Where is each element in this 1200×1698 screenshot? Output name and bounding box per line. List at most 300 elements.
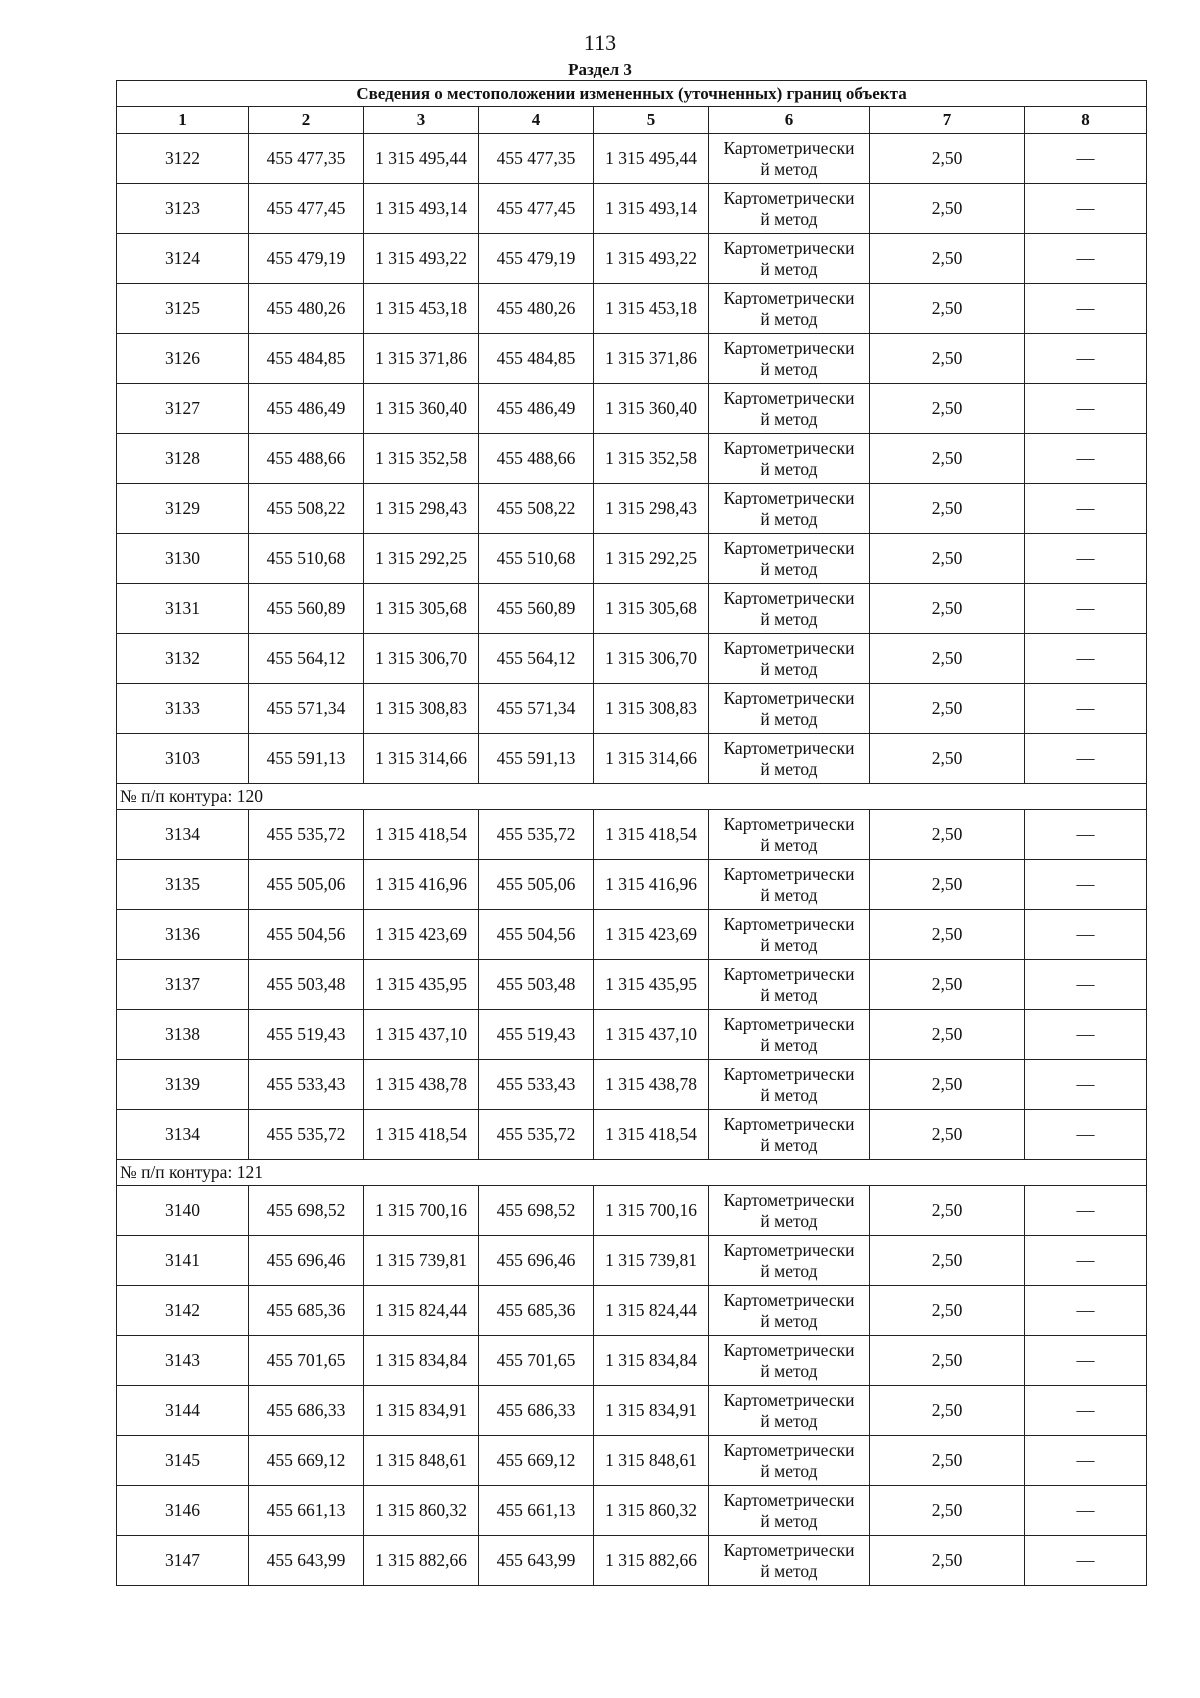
method-text-line-2: й метод bbox=[760, 1510, 818, 1531]
x-new-cell: 455 701,65 bbox=[479, 1336, 594, 1386]
point-number-cell: 3144 bbox=[117, 1386, 249, 1436]
method-text-line-2: й метод bbox=[760, 658, 818, 679]
y-existing-cell: 1 315 495,44 bbox=[364, 134, 479, 184]
description-cell: — bbox=[1025, 234, 1147, 284]
table-row bbox=[117, 634, 1147, 684]
column-number: 8 bbox=[1025, 107, 1147, 134]
y-existing-cell: 1 315 418,54 bbox=[364, 810, 479, 860]
point-number-cell: 3124 bbox=[117, 234, 249, 284]
y-new-cell: 1 315 493,14 bbox=[594, 184, 709, 234]
point-number-cell: 3130 bbox=[117, 534, 249, 584]
description-cell: — bbox=[1025, 734, 1147, 784]
contour-label: № п/п контура: 121 bbox=[117, 1160, 1147, 1186]
description-cell: — bbox=[1025, 1336, 1147, 1386]
method-cell bbox=[709, 134, 870, 184]
method-cell bbox=[709, 910, 870, 960]
x-new-cell: 455 591,13 bbox=[479, 734, 594, 784]
y-existing-cell: 1 315 860,32 bbox=[364, 1486, 479, 1536]
y-existing-cell: 1 315 423,69 bbox=[364, 910, 479, 960]
method-cell bbox=[709, 434, 870, 484]
method-text-line-2: й метод bbox=[760, 1260, 818, 1281]
method-text-line-2: й метод bbox=[760, 158, 818, 179]
accuracy-cell: 2,50 bbox=[870, 1236, 1025, 1286]
table-row bbox=[117, 184, 1147, 234]
section-title: Раздел 3 bbox=[568, 60, 632, 79]
point-number-cell: 3127 bbox=[117, 384, 249, 434]
accuracy-cell: 2,50 bbox=[870, 684, 1025, 734]
method-text-line-1: Картометрически bbox=[723, 337, 855, 358]
method-text-line-2: й метод bbox=[760, 208, 818, 229]
table-row bbox=[117, 1336, 1147, 1386]
method-cell bbox=[709, 634, 870, 684]
y-new-cell: 1 315 834,84 bbox=[594, 1336, 709, 1386]
y-existing-cell: 1 315 882,66 bbox=[364, 1536, 479, 1586]
description-cell: — bbox=[1025, 434, 1147, 484]
method-text-line-1: Картометрически bbox=[723, 1489, 855, 1510]
accuracy-cell: 2,50 bbox=[870, 1110, 1025, 1160]
column-number: 1 bbox=[117, 107, 249, 134]
x-new-cell: 455 661,13 bbox=[479, 1486, 594, 1536]
point-number-cell: 3125 bbox=[117, 284, 249, 334]
accuracy-cell: 2,50 bbox=[870, 534, 1025, 584]
x-existing-cell: 455 508,22 bbox=[249, 484, 364, 534]
description-cell: — bbox=[1025, 334, 1147, 384]
x-existing-cell: 455 535,72 bbox=[249, 810, 364, 860]
point-number-cell: 3126 bbox=[117, 334, 249, 384]
table-row bbox=[117, 684, 1147, 734]
x-existing-cell: 455 701,65 bbox=[249, 1336, 364, 1386]
x-existing-cell: 455 503,48 bbox=[249, 960, 364, 1010]
y-new-cell: 1 315 416,96 bbox=[594, 860, 709, 910]
x-new-cell: 455 477,35 bbox=[479, 134, 594, 184]
table-row bbox=[117, 734, 1147, 784]
point-number-cell: 3123 bbox=[117, 184, 249, 234]
point-number-cell: 3131 bbox=[117, 584, 249, 634]
table-row bbox=[117, 384, 1147, 434]
accuracy-cell: 2,50 bbox=[870, 1486, 1025, 1536]
method-text-line-1: Картометрически bbox=[723, 387, 855, 408]
contour-label: № п/п контура: 120 bbox=[117, 784, 1147, 810]
accuracy-cell: 2,50 bbox=[870, 1010, 1025, 1060]
description-cell: — bbox=[1025, 1486, 1147, 1536]
column-number-row bbox=[117, 107, 1147, 134]
table-row bbox=[117, 1236, 1147, 1286]
method-text-line-1: Картометрически bbox=[723, 687, 855, 708]
table-body bbox=[117, 134, 1147, 1586]
description-cell: — bbox=[1025, 284, 1147, 334]
method-text-line-2: й метод bbox=[760, 1360, 818, 1381]
method-text-line-1: Картометрически bbox=[723, 963, 855, 984]
accuracy-cell: 2,50 bbox=[870, 1286, 1025, 1336]
accuracy-cell: 2,50 bbox=[870, 234, 1025, 284]
y-existing-cell: 1 315 453,18 bbox=[364, 284, 479, 334]
y-new-cell: 1 315 292,25 bbox=[594, 534, 709, 584]
accuracy-cell: 2,50 bbox=[870, 1536, 1025, 1586]
x-new-cell: 455 504,56 bbox=[479, 910, 594, 960]
accuracy-cell: 2,50 bbox=[870, 334, 1025, 384]
x-existing-cell: 455 571,34 bbox=[249, 684, 364, 734]
table-row bbox=[117, 1060, 1147, 1110]
y-new-cell: 1 315 882,66 bbox=[594, 1536, 709, 1586]
y-existing-cell: 1 315 834,84 bbox=[364, 1336, 479, 1386]
method-text-line-1: Картометрически bbox=[723, 1439, 855, 1460]
method-cell bbox=[709, 484, 870, 534]
table-caption: Сведения о местоположении измененных (уточненных) границ объекта bbox=[117, 81, 1147, 107]
description-cell: — bbox=[1025, 684, 1147, 734]
table-row bbox=[117, 1286, 1147, 1336]
coordinates-table bbox=[116, 80, 1147, 1586]
y-new-cell: 1 315 352,58 bbox=[594, 434, 709, 484]
method-text-line-1: Картометрически bbox=[723, 487, 855, 508]
y-new-cell: 1 315 437,10 bbox=[594, 1010, 709, 1060]
x-new-cell: 455 505,06 bbox=[479, 860, 594, 910]
method-cell bbox=[709, 384, 870, 434]
x-existing-cell: 455 479,19 bbox=[249, 234, 364, 284]
method-cell bbox=[709, 734, 870, 784]
x-new-cell: 455 685,36 bbox=[479, 1286, 594, 1336]
y-existing-cell: 1 315 824,44 bbox=[364, 1286, 479, 1336]
y-existing-cell: 1 315 700,16 bbox=[364, 1186, 479, 1236]
method-text-line-1: Картометрически bbox=[723, 287, 855, 308]
method-text-line-2: й метод bbox=[760, 1210, 818, 1231]
x-new-cell: 455 510,68 bbox=[479, 534, 594, 584]
y-existing-cell: 1 315 438,78 bbox=[364, 1060, 479, 1110]
y-existing-cell: 1 315 306,70 bbox=[364, 634, 479, 684]
table-row bbox=[117, 910, 1147, 960]
y-existing-cell: 1 315 305,68 bbox=[364, 584, 479, 634]
table-row bbox=[117, 1010, 1147, 1060]
method-text-line-1: Картометрически bbox=[723, 813, 855, 834]
point-number-cell: 3146 bbox=[117, 1486, 249, 1536]
method-text-line-2: й метод bbox=[760, 1084, 818, 1105]
accuracy-cell: 2,50 bbox=[870, 434, 1025, 484]
accuracy-cell: 2,50 bbox=[870, 910, 1025, 960]
description-cell: — bbox=[1025, 1536, 1147, 1586]
x-new-cell: 455 486,49 bbox=[479, 384, 594, 434]
table-row bbox=[117, 234, 1147, 284]
contour-row bbox=[117, 1160, 1147, 1186]
y-new-cell: 1 315 824,44 bbox=[594, 1286, 709, 1336]
point-number-cell: 3122 bbox=[117, 134, 249, 184]
y-new-cell: 1 315 418,54 bbox=[594, 1110, 709, 1160]
table-row bbox=[117, 584, 1147, 634]
method-text-line-2: й метод bbox=[760, 1310, 818, 1331]
method-text-line-2: й метод bbox=[760, 558, 818, 579]
description-cell: — bbox=[1025, 1386, 1147, 1436]
method-cell bbox=[709, 234, 870, 284]
description-cell: — bbox=[1025, 910, 1147, 960]
table-row bbox=[117, 484, 1147, 534]
method-text-line-1: Картометрически bbox=[723, 1339, 855, 1360]
page-number: 113 bbox=[583, 30, 617, 55]
y-existing-cell: 1 315 435,95 bbox=[364, 960, 479, 1010]
point-number-cell: 3129 bbox=[117, 484, 249, 534]
method-text-line-1: Картометрически bbox=[723, 1389, 855, 1410]
method-text-line-1: Картометрически bbox=[723, 1539, 855, 1560]
y-new-cell: 1 315 739,81 bbox=[594, 1236, 709, 1286]
method-cell bbox=[709, 1286, 870, 1336]
method-text-line-1: Картометрически bbox=[723, 137, 855, 158]
description-cell: — bbox=[1025, 384, 1147, 434]
x-existing-cell: 455 504,56 bbox=[249, 910, 364, 960]
method-text-line-1: Картометрически bbox=[723, 1289, 855, 1310]
description-cell: — bbox=[1025, 1286, 1147, 1336]
method-text-line-2: й метод bbox=[760, 1134, 818, 1155]
y-existing-cell: 1 315 292,25 bbox=[364, 534, 479, 584]
table-row bbox=[117, 1186, 1147, 1236]
y-new-cell: 1 315 371,86 bbox=[594, 334, 709, 384]
method-text-line-1: Картометрически bbox=[723, 1189, 855, 1210]
y-existing-cell: 1 315 352,58 bbox=[364, 434, 479, 484]
column-number: 3 bbox=[364, 107, 479, 134]
x-new-cell: 455 698,52 bbox=[479, 1186, 594, 1236]
x-existing-cell: 455 533,43 bbox=[249, 1060, 364, 1110]
description-cell: — bbox=[1025, 860, 1147, 910]
table-row bbox=[117, 960, 1147, 1010]
method-text-line-2: й метод bbox=[760, 508, 818, 529]
point-number-cell: 3135 bbox=[117, 860, 249, 910]
y-existing-cell: 1 315 308,83 bbox=[364, 684, 479, 734]
y-existing-cell: 1 315 418,54 bbox=[364, 1110, 479, 1160]
y-new-cell: 1 315 495,44 bbox=[594, 134, 709, 184]
point-number-cell: 3133 bbox=[117, 684, 249, 734]
y-new-cell: 1 315 438,78 bbox=[594, 1060, 709, 1110]
y-new-cell: 1 315 423,69 bbox=[594, 910, 709, 960]
table-row bbox=[117, 810, 1147, 860]
x-existing-cell: 455 686,33 bbox=[249, 1386, 364, 1436]
method-text-line-1: Картометрически bbox=[723, 587, 855, 608]
method-cell bbox=[709, 1186, 870, 1236]
method-cell bbox=[709, 1010, 870, 1060]
y-existing-cell: 1 315 314,66 bbox=[364, 734, 479, 784]
y-existing-cell: 1 315 437,10 bbox=[364, 1010, 479, 1060]
accuracy-cell: 2,50 bbox=[870, 960, 1025, 1010]
method-text-line-1: Картометрически bbox=[723, 913, 855, 934]
y-new-cell: 1 315 700,16 bbox=[594, 1186, 709, 1236]
description-cell: — bbox=[1025, 534, 1147, 584]
x-existing-cell: 455 564,12 bbox=[249, 634, 364, 684]
accuracy-cell: 2,50 bbox=[870, 734, 1025, 784]
x-existing-cell: 455 480,26 bbox=[249, 284, 364, 334]
method-text-line-2: й метод bbox=[760, 258, 818, 279]
point-number-cell: 3143 bbox=[117, 1336, 249, 1386]
description-cell: — bbox=[1025, 134, 1147, 184]
description-cell: — bbox=[1025, 810, 1147, 860]
description-cell: — bbox=[1025, 184, 1147, 234]
column-number: 7 bbox=[870, 107, 1025, 134]
method-text-line-1: Картометрически bbox=[723, 1063, 855, 1084]
x-existing-cell: 455 519,43 bbox=[249, 1010, 364, 1060]
method-text-line-2: й метод bbox=[760, 934, 818, 955]
method-text-line-1: Картометрически bbox=[723, 537, 855, 558]
method-cell bbox=[709, 960, 870, 1010]
method-text-line-2: й метод bbox=[760, 308, 818, 329]
x-new-cell: 455 533,43 bbox=[479, 1060, 594, 1110]
description-cell: — bbox=[1025, 960, 1147, 1010]
y-new-cell: 1 315 314,66 bbox=[594, 734, 709, 784]
method-text-line-2: й метод bbox=[760, 1460, 818, 1481]
x-new-cell: 455 564,12 bbox=[479, 634, 594, 684]
accuracy-cell: 2,50 bbox=[870, 1336, 1025, 1386]
method-text-line-1: Картометрически bbox=[723, 187, 855, 208]
description-cell: — bbox=[1025, 1060, 1147, 1110]
y-new-cell: 1 315 453,18 bbox=[594, 284, 709, 334]
method-text-line-1: Картометрически bbox=[723, 1013, 855, 1034]
x-new-cell: 455 535,72 bbox=[479, 810, 594, 860]
x-new-cell: 455 508,22 bbox=[479, 484, 594, 534]
y-new-cell: 1 315 305,68 bbox=[594, 584, 709, 634]
method-text-line-1: Картометрически bbox=[723, 437, 855, 458]
x-existing-cell: 455 643,99 bbox=[249, 1536, 364, 1586]
point-number-cell: 3134 bbox=[117, 1110, 249, 1160]
accuracy-cell: 2,50 bbox=[870, 134, 1025, 184]
accuracy-cell: 2,50 bbox=[870, 584, 1025, 634]
accuracy-cell: 2,50 bbox=[870, 484, 1025, 534]
y-existing-cell: 1 315 298,43 bbox=[364, 484, 479, 534]
point-number-cell: 3140 bbox=[117, 1186, 249, 1236]
method-cell bbox=[709, 1536, 870, 1586]
method-cell bbox=[709, 1386, 870, 1436]
point-number-cell: 3142 bbox=[117, 1286, 249, 1336]
table-row bbox=[117, 534, 1147, 584]
point-number-cell: 3137 bbox=[117, 960, 249, 1010]
method-text-line-1: Картометрически bbox=[723, 637, 855, 658]
method-cell bbox=[709, 1236, 870, 1286]
x-existing-cell: 455 486,49 bbox=[249, 384, 364, 434]
x-new-cell: 455 696,46 bbox=[479, 1236, 594, 1286]
table-row bbox=[117, 860, 1147, 910]
y-new-cell: 1 315 493,22 bbox=[594, 234, 709, 284]
table-row bbox=[117, 1110, 1147, 1160]
method-text-line-1: Картометрически bbox=[723, 1239, 855, 1260]
x-new-cell: 455 503,48 bbox=[479, 960, 594, 1010]
x-new-cell: 455 571,34 bbox=[479, 684, 594, 734]
x-new-cell: 455 643,99 bbox=[479, 1536, 594, 1586]
description-cell: — bbox=[1025, 1110, 1147, 1160]
y-new-cell: 1 315 308,83 bbox=[594, 684, 709, 734]
contour-row bbox=[117, 784, 1147, 810]
column-number: 6 bbox=[709, 107, 870, 134]
table-row bbox=[117, 334, 1147, 384]
method-cell bbox=[709, 1110, 870, 1160]
y-existing-cell: 1 315 360,40 bbox=[364, 384, 479, 434]
point-number-cell: 3147 bbox=[117, 1536, 249, 1586]
point-number-cell: 3128 bbox=[117, 434, 249, 484]
x-existing-cell: 455 661,13 bbox=[249, 1486, 364, 1536]
y-existing-cell: 1 315 834,91 bbox=[364, 1386, 479, 1436]
accuracy-cell: 2,50 bbox=[870, 1186, 1025, 1236]
table-row bbox=[117, 1436, 1147, 1486]
method-cell bbox=[709, 860, 870, 910]
accuracy-cell: 2,50 bbox=[870, 1060, 1025, 1110]
method-text-line-1: Картометрически bbox=[723, 1113, 855, 1134]
y-new-cell: 1 315 848,61 bbox=[594, 1436, 709, 1486]
point-number-cell: 3138 bbox=[117, 1010, 249, 1060]
point-number-cell: 3132 bbox=[117, 634, 249, 684]
method-cell bbox=[709, 1336, 870, 1386]
x-new-cell: 455 477,45 bbox=[479, 184, 594, 234]
description-cell: — bbox=[1025, 1236, 1147, 1286]
method-text-line-1: Картометрически bbox=[723, 237, 855, 258]
method-text-line-1: Картометрически bbox=[723, 863, 855, 884]
description-cell: — bbox=[1025, 584, 1147, 634]
method-text-line-2: й метод bbox=[760, 358, 818, 379]
accuracy-cell: 2,50 bbox=[870, 810, 1025, 860]
x-new-cell: 455 479,19 bbox=[479, 234, 594, 284]
method-text-line-2: й метод bbox=[760, 1560, 818, 1581]
description-cell: — bbox=[1025, 634, 1147, 684]
y-new-cell: 1 315 418,54 bbox=[594, 810, 709, 860]
column-number: 5 bbox=[594, 107, 709, 134]
table-row bbox=[117, 134, 1147, 184]
y-existing-cell: 1 315 371,86 bbox=[364, 334, 479, 384]
method-cell bbox=[709, 810, 870, 860]
method-text-line-2: й метод bbox=[760, 1034, 818, 1055]
method-cell bbox=[709, 1060, 870, 1110]
method-text-line-2: й метод bbox=[760, 708, 818, 729]
y-new-cell: 1 315 298,43 bbox=[594, 484, 709, 534]
x-new-cell: 455 560,89 bbox=[479, 584, 594, 634]
y-existing-cell: 1 315 493,22 bbox=[364, 234, 479, 284]
x-existing-cell: 455 669,12 bbox=[249, 1436, 364, 1486]
y-new-cell: 1 315 435,95 bbox=[594, 960, 709, 1010]
method-text-line-2: й метод bbox=[760, 834, 818, 855]
method-cell bbox=[709, 584, 870, 634]
table-row bbox=[117, 1386, 1147, 1436]
description-cell: — bbox=[1025, 1436, 1147, 1486]
x-existing-cell: 455 591,13 bbox=[249, 734, 364, 784]
description-cell: — bbox=[1025, 484, 1147, 534]
x-new-cell: 455 480,26 bbox=[479, 284, 594, 334]
accuracy-cell: 2,50 bbox=[870, 384, 1025, 434]
point-number-cell: 3141 bbox=[117, 1236, 249, 1286]
x-new-cell: 455 484,85 bbox=[479, 334, 594, 384]
column-number: 2 bbox=[249, 107, 364, 134]
point-number-cell: 3136 bbox=[117, 910, 249, 960]
x-existing-cell: 455 560,89 bbox=[249, 584, 364, 634]
description-cell: — bbox=[1025, 1010, 1147, 1060]
y-existing-cell: 1 315 739,81 bbox=[364, 1236, 479, 1286]
accuracy-cell: 2,50 bbox=[870, 634, 1025, 684]
x-existing-cell: 455 484,85 bbox=[249, 334, 364, 384]
method-text-line-2: й метод bbox=[760, 408, 818, 429]
method-cell bbox=[709, 284, 870, 334]
x-existing-cell: 455 535,72 bbox=[249, 1110, 364, 1160]
method-cell bbox=[709, 1486, 870, 1536]
method-text-line-2: й метод bbox=[760, 1410, 818, 1431]
y-existing-cell: 1 315 848,61 bbox=[364, 1436, 479, 1486]
method-text-line-1: Картометрически bbox=[723, 737, 855, 758]
x-new-cell: 455 535,72 bbox=[479, 1110, 594, 1160]
y-new-cell: 1 315 306,70 bbox=[594, 634, 709, 684]
y-new-cell: 1 315 834,91 bbox=[594, 1386, 709, 1436]
x-existing-cell: 455 477,45 bbox=[249, 184, 364, 234]
x-existing-cell: 455 488,66 bbox=[249, 434, 364, 484]
table-row bbox=[117, 284, 1147, 334]
method-cell bbox=[709, 1436, 870, 1486]
x-existing-cell: 455 698,52 bbox=[249, 1186, 364, 1236]
table-row bbox=[117, 1536, 1147, 1586]
y-new-cell: 1 315 860,32 bbox=[594, 1486, 709, 1536]
y-new-cell: 1 315 360,40 bbox=[594, 384, 709, 434]
x-existing-cell: 455 510,68 bbox=[249, 534, 364, 584]
point-number-cell: 3145 bbox=[117, 1436, 249, 1486]
method-text-line-2: й метод bbox=[760, 984, 818, 1005]
y-existing-cell: 1 315 493,14 bbox=[364, 184, 479, 234]
accuracy-cell: 2,50 bbox=[870, 184, 1025, 234]
table-row bbox=[117, 434, 1147, 484]
point-number-cell: 3134 bbox=[117, 810, 249, 860]
